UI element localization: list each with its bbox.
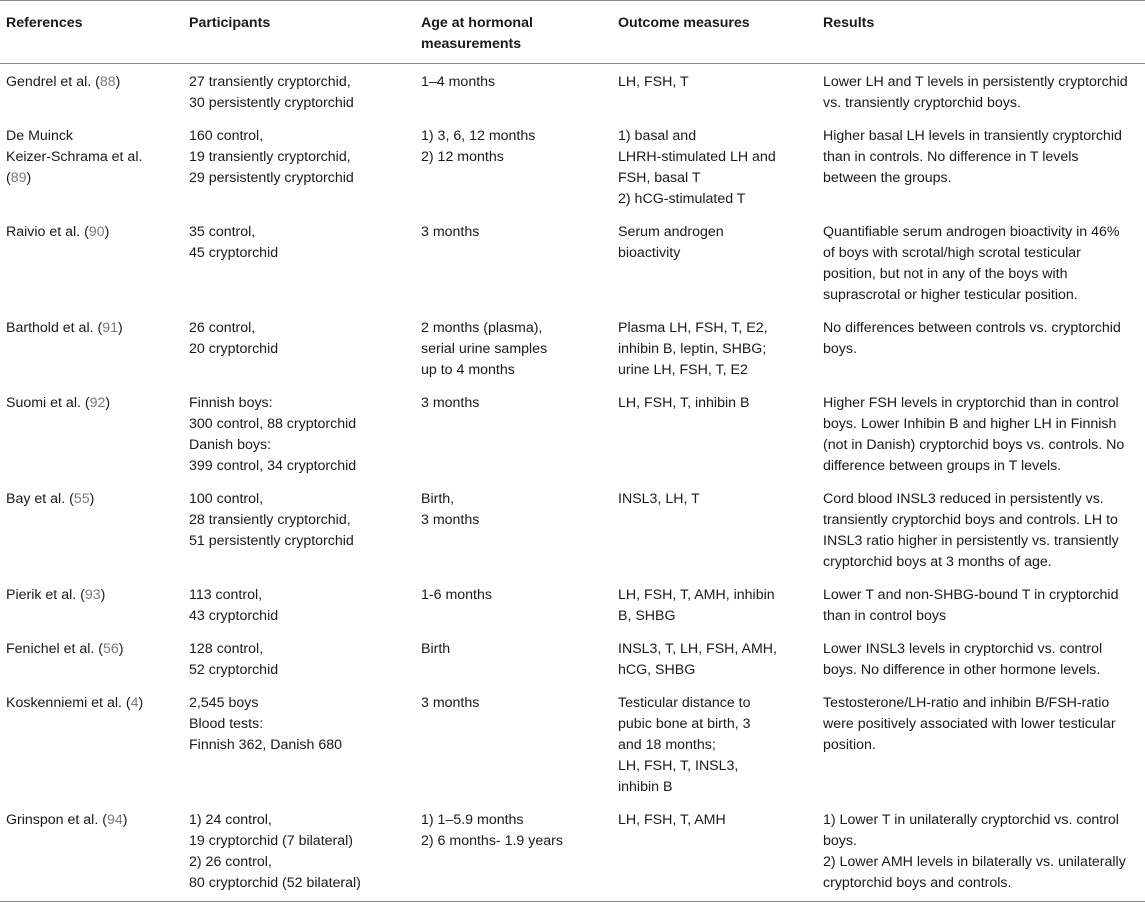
results-line: boys. Lower Inhibin B and higher LH in Finnish bbox=[823, 416, 1117, 432]
age-cell bbox=[415, 64, 612, 119]
reference-author: Gendrel et al. ( bbox=[6, 74, 100, 90]
participants-line: 29 persistently cryptorchid bbox=[189, 170, 354, 186]
age-cell bbox=[415, 631, 612, 685]
results-line: 2) Lower AMH levels in bilaterally vs. unilaterally bbox=[823, 854, 1126, 870]
age-cell bbox=[415, 385, 612, 481]
results-line: of boys with scrotal/high scrotal testicular bbox=[823, 245, 1081, 261]
table-row bbox=[0, 118, 1145, 214]
reference-number-link[interactable]: 4 bbox=[130, 695, 139, 711]
age-line: 2) 12 months bbox=[421, 149, 504, 165]
results-line: No differences between controls vs. cryptorchid bbox=[823, 320, 1121, 336]
results-cell bbox=[817, 577, 1145, 631]
participants-line: 45 cryptorchid bbox=[189, 245, 279, 261]
results-line: Lower INSL3 levels in cryptorchid vs. control bbox=[823, 641, 1103, 657]
header-label: References bbox=[6, 15, 83, 31]
outcome-line: and 18 months; bbox=[618, 737, 716, 753]
participants-line: 2,545 boys bbox=[189, 695, 259, 711]
outcome-cell bbox=[612, 685, 817, 802]
participants-cell bbox=[183, 631, 415, 685]
outcome-line: Plasma LH, FSH, T, E2, bbox=[618, 320, 768, 336]
outcome-cell bbox=[612, 577, 817, 631]
results-line: (not in Danish) cryptorchid boys vs. controls. No bbox=[823, 437, 1125, 453]
reference-author: Pierik et al. ( bbox=[6, 587, 85, 603]
age-line: 3 months bbox=[421, 224, 480, 240]
reference-paren: ) bbox=[115, 74, 121, 90]
outcome-line: LH, FSH, T, INSL3, bbox=[618, 758, 739, 774]
outcome-line: hCG, SHBG bbox=[618, 662, 696, 678]
header-references bbox=[0, 1, 183, 64]
results-line: Quantifiable serum androgen bioactivity in 46% bbox=[823, 224, 1120, 240]
results-line: Higher FSH levels in cryptorchid than in control bbox=[823, 395, 1119, 411]
age-line: 2 months (plasma), bbox=[421, 320, 543, 336]
results-cell bbox=[817, 631, 1145, 685]
results-line: than in controls. No difference in T levels bbox=[823, 149, 1079, 165]
reference-number-link[interactable]: 93 bbox=[84, 587, 101, 603]
results-cell bbox=[817, 310, 1145, 385]
reference-cell bbox=[0, 214, 183, 310]
reference-author: Fenichel et al. ( bbox=[6, 641, 103, 657]
participants-line: 35 control, bbox=[189, 224, 256, 240]
reference-number-link[interactable]: 91 bbox=[102, 320, 118, 336]
reference-number-link[interactable]: 90 bbox=[88, 224, 105, 240]
results-line: boys. bbox=[823, 833, 857, 849]
reference-paren: ) bbox=[104, 224, 110, 240]
reference-author: Barthold et al. ( bbox=[6, 320, 103, 336]
table-row bbox=[0, 631, 1145, 685]
outcome-cell bbox=[612, 118, 817, 214]
participants-cell bbox=[183, 385, 415, 481]
participants-line: 51 persistently cryptorchid bbox=[189, 533, 354, 549]
reference-cell bbox=[0, 310, 183, 385]
outcome-line: FSH, basal T bbox=[618, 170, 701, 186]
participants-line: 100 control, bbox=[189, 491, 264, 507]
results-line: suprascrotal or higher testicular position. bbox=[823, 287, 1078, 303]
age-cell bbox=[415, 214, 612, 310]
participants-line: 43 cryptorchid bbox=[189, 608, 279, 624]
outcome-line: LH, FSH, T bbox=[618, 74, 689, 90]
reference-citation bbox=[6, 693, 177, 714]
participants-cell bbox=[183, 577, 415, 631]
outcome-cell bbox=[612, 481, 817, 577]
header-row bbox=[0, 1, 1145, 64]
participants-line: 20 cryptorchid bbox=[189, 341, 279, 357]
participants-line: 113 control, bbox=[189, 587, 263, 603]
results-line: vs. transiently cryptorchid boys. bbox=[823, 95, 1021, 111]
participants-line: Finnish boys: bbox=[189, 395, 273, 411]
participants-cell bbox=[183, 481, 415, 577]
reference-paren: ( bbox=[6, 170, 11, 186]
age-line: Birth bbox=[421, 641, 451, 657]
age-line: 1-6 months bbox=[421, 587, 492, 603]
outcome-line: LH, FSH, T, AMH bbox=[618, 812, 726, 828]
reference-paren: ) bbox=[118, 641, 124, 657]
table-row bbox=[0, 385, 1145, 481]
reference-citation bbox=[6, 489, 177, 510]
outcome-line: 1) basal and bbox=[618, 128, 697, 144]
results-line: position. bbox=[823, 737, 876, 753]
participants-line: 52 cryptorchid bbox=[189, 662, 279, 678]
outcome-line: inhibin B bbox=[618, 779, 673, 795]
reference-paren: ) bbox=[118, 320, 123, 336]
outcome-line: LHRH-stimulated LH and bbox=[618, 149, 776, 165]
reference-cell bbox=[0, 802, 183, 902]
reference-citation bbox=[6, 72, 177, 93]
participants-line: 399 control, 34 cryptorchid bbox=[189, 458, 357, 474]
reference-cell bbox=[0, 481, 183, 577]
outcome-cell bbox=[612, 802, 817, 902]
table-header bbox=[0, 1, 1145, 64]
age-line: Birth, bbox=[421, 491, 455, 507]
age-line: 1) 3, 6, 12 months bbox=[421, 128, 536, 144]
age-line: serial urine samples bbox=[421, 341, 548, 357]
outcome-line: B, SHBG bbox=[618, 608, 676, 624]
header-participants bbox=[183, 1, 415, 64]
outcome-line: INSL3, LH, T bbox=[618, 491, 700, 507]
results-cell bbox=[817, 64, 1145, 119]
table-row bbox=[0, 802, 1145, 902]
participants-cell bbox=[183, 214, 415, 310]
table-row bbox=[0, 214, 1145, 310]
results-cell bbox=[817, 802, 1145, 902]
outcome-line: 2) hCG-stimulated T bbox=[618, 191, 746, 207]
reference-author: Grinspon et al. ( bbox=[6, 812, 107, 828]
reference-paren: ) bbox=[122, 812, 128, 828]
header-label: Participants bbox=[189, 15, 271, 31]
table-row bbox=[0, 310, 1145, 385]
participants-cell bbox=[183, 802, 415, 902]
participants-cell bbox=[183, 64, 415, 119]
results-line: 1) Lower T in unilaterally cryptorchid vs. control bbox=[823, 812, 1119, 828]
participants-line: 19 transiently cryptorchid, bbox=[189, 149, 351, 165]
results-line: position, but not in any of the boys with bbox=[823, 266, 1068, 282]
results-line: were positively associated with lower testicular bbox=[823, 716, 1116, 732]
reference-number-link[interactable]: 56 bbox=[103, 641, 119, 657]
participants-line: 26 control, bbox=[189, 320, 256, 336]
header-results bbox=[817, 1, 1145, 64]
reference-number-link[interactable]: 89 bbox=[10, 170, 27, 186]
results-line: than in control boys bbox=[823, 608, 947, 624]
header-label: Age at hormonal bbox=[421, 15, 533, 31]
participants-line: Blood tests: bbox=[189, 716, 264, 732]
participants-line: 27 transiently cryptorchid, bbox=[189, 74, 351, 90]
participants-line: 30 persistently cryptorchid bbox=[189, 95, 354, 111]
reference-citation bbox=[6, 810, 177, 831]
outcome-line: LH, FSH, T, AMH, inhibin bbox=[618, 587, 775, 603]
age-cell bbox=[415, 118, 612, 214]
participants-line: 19 cryptorchid (7 bilateral) bbox=[189, 833, 354, 849]
outcome-line: urine LH, FSH, T, E2 bbox=[618, 362, 748, 378]
reference-citation bbox=[6, 393, 177, 414]
table-row bbox=[0, 577, 1145, 631]
outcome-line: Testicular distance to bbox=[618, 695, 751, 711]
results-line: Cord blood INSL3 reduced in persistently vs. bbox=[823, 491, 1104, 507]
outcome-line: pubic bone at birth, 3 bbox=[618, 716, 751, 732]
header-label: measurements bbox=[421, 36, 522, 52]
table-row bbox=[0, 685, 1145, 802]
results-line: Lower T and non-SHBG-bound T in cryptorchid bbox=[823, 587, 1119, 603]
header-label: Results bbox=[823, 15, 875, 31]
results-cell bbox=[817, 385, 1145, 481]
participants-line: 160 control, bbox=[189, 128, 264, 144]
results-cell bbox=[817, 118, 1145, 214]
outcome-cell bbox=[612, 310, 817, 385]
table-row bbox=[0, 481, 1145, 577]
participants-line: 300 control, 88 cryptorchid bbox=[189, 416, 357, 432]
reference-paren: ) bbox=[26, 170, 32, 186]
participants-line: 80 cryptorchid (52 bilateral) bbox=[189, 875, 361, 891]
reference-paren: ) bbox=[105, 395, 111, 411]
participants-cell bbox=[183, 118, 415, 214]
age-cell bbox=[415, 577, 612, 631]
age-cell bbox=[415, 481, 612, 577]
age-line: 1) 1–5.9 months bbox=[421, 812, 524, 828]
age-line: 3 months bbox=[421, 695, 480, 711]
reference-author: Keizer-Schrama et al. bbox=[6, 149, 143, 165]
age-line: 3 months bbox=[421, 512, 480, 528]
outcome-line: inhibin B, leptin, SHBG; bbox=[618, 341, 767, 357]
results-line: transiently cryptorchid boys and controls. LH to bbox=[823, 512, 1118, 528]
age-cell bbox=[415, 685, 612, 802]
reference-paren: ) bbox=[138, 695, 144, 711]
reference-citation bbox=[6, 168, 177, 189]
results-cell bbox=[817, 481, 1145, 577]
header-age bbox=[415, 1, 612, 64]
results-line: Lower LH and T levels in persistently cryptorchid bbox=[823, 74, 1128, 90]
reference-paren: ) bbox=[100, 587, 106, 603]
results-cell bbox=[817, 685, 1145, 802]
reference-cell bbox=[0, 631, 183, 685]
reference-paren: ) bbox=[89, 491, 95, 507]
reference-citation bbox=[6, 222, 177, 243]
participants-line: 1) 24 control, bbox=[189, 812, 272, 828]
reference-author: Raivio et al. ( bbox=[6, 224, 89, 240]
age-line: 1–4 months bbox=[421, 74, 496, 90]
results-line: boys. No difference in other hormone levels. bbox=[823, 662, 1101, 678]
results-line: boys. bbox=[823, 341, 857, 357]
table-row bbox=[0, 64, 1145, 119]
participants-line: Finnish 362, Danish 680 bbox=[189, 737, 343, 753]
results-line: difference between groups in T levels. bbox=[823, 458, 1062, 474]
reference-citation bbox=[6, 585, 177, 606]
participants-cell bbox=[183, 685, 415, 802]
header-outcome bbox=[612, 1, 817, 64]
participants-line: 2) 26 control, bbox=[189, 854, 272, 870]
reference-author: Suomi et al. ( bbox=[6, 395, 90, 411]
results-line: cryptorchid boys at 3 months of age. bbox=[823, 554, 1052, 570]
outcome-line: bioactivity bbox=[618, 245, 681, 261]
outcome-cell bbox=[612, 385, 817, 481]
reference-cell bbox=[0, 577, 183, 631]
outcome-line: LH, FSH, T, inhibin B bbox=[618, 395, 750, 411]
results-line: Testosterone/LH-ratio and inhibin B/FSH-ratio bbox=[823, 695, 1110, 711]
header-label: Outcome measures bbox=[618, 15, 750, 31]
reference-author: Bay et al. ( bbox=[6, 491, 74, 507]
participants-line: 128 control, bbox=[189, 641, 264, 657]
results-line: Higher basal LH levels in transiently cryptorchid bbox=[823, 128, 1122, 144]
results-line: between the groups. bbox=[823, 170, 952, 186]
results-cell bbox=[817, 214, 1145, 310]
reference-number-link[interactable]: 88 bbox=[99, 74, 116, 90]
reference-citation bbox=[6, 318, 177, 339]
outcome-cell bbox=[612, 214, 817, 310]
results-line: INSL3 ratio higher in persistently vs. transiently bbox=[823, 533, 1119, 549]
outcome-cell bbox=[612, 64, 817, 119]
reference-cell bbox=[0, 118, 183, 214]
results-line: cryptorchid boys and controls. bbox=[823, 875, 1012, 891]
age-cell bbox=[415, 802, 612, 902]
reference-number-link[interactable]: 92 bbox=[89, 395, 106, 411]
outcome-cell bbox=[612, 631, 817, 685]
reference-cell bbox=[0, 64, 183, 119]
reference-author: Koskenniemi et al. ( bbox=[6, 695, 131, 711]
table-body bbox=[0, 64, 1145, 902]
reference-cell bbox=[0, 685, 183, 802]
reference-citation bbox=[6, 639, 177, 660]
age-line: up to 4 months bbox=[421, 362, 515, 378]
participants-cell bbox=[183, 310, 415, 385]
outcome-line: INSL3, T, LH, FSH, AMH, bbox=[618, 641, 777, 657]
age-line: 3 months bbox=[421, 395, 480, 411]
age-cell bbox=[415, 310, 612, 385]
outcome-line: Serum androgen bbox=[618, 224, 724, 240]
reference-number-link[interactable]: 55 bbox=[73, 491, 90, 507]
reference-author: De Muinck bbox=[6, 128, 74, 144]
participants-line: Danish boys: bbox=[189, 437, 272, 453]
participants-line: 28 transiently cryptorchid, bbox=[189, 512, 351, 528]
reference-number-link[interactable]: 94 bbox=[106, 812, 123, 828]
age-line: 2) 6 months- 1.9 years bbox=[421, 833, 563, 849]
reference-cell bbox=[0, 385, 183, 481]
